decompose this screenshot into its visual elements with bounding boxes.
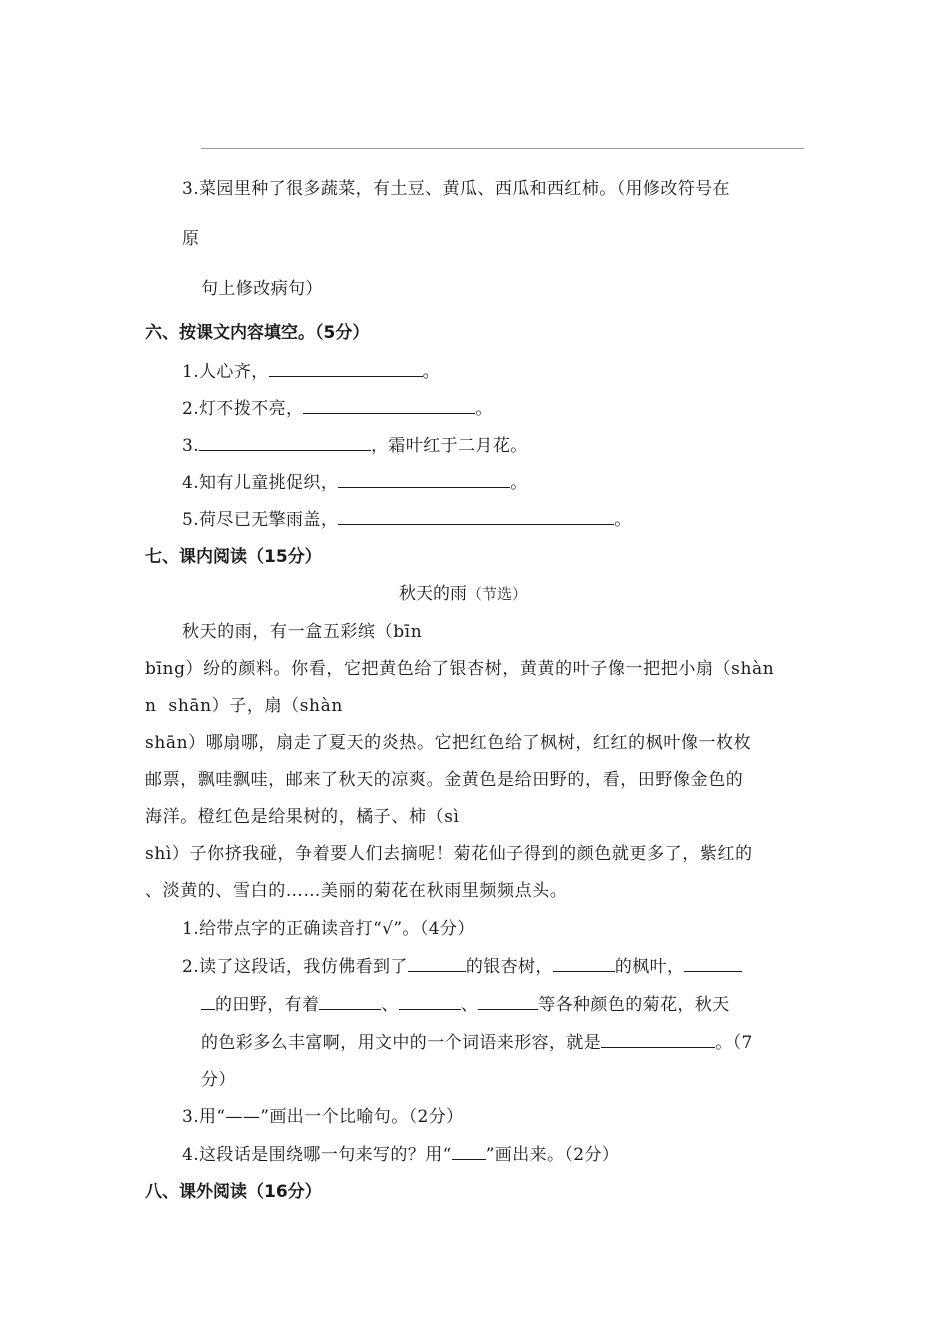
fill-item-2-post: 。	[475, 399, 493, 419]
fill-blank[interactable]	[601, 1031, 715, 1048]
q4-post: ”画出来。（2分）	[485, 1145, 620, 1165]
fill-blank[interactable]	[303, 397, 475, 414]
fill-blank[interactable]	[269, 360, 423, 377]
section-6-heading: 六、按课文内容填空。（5分）	[145, 323, 370, 343]
fill-item-3-pre: 3.	[182, 436, 200, 456]
fill-item-3-post: ，霜叶红于二月花。	[371, 436, 528, 456]
passage-line-2: bīng）纷的颜料。你看，它把黄色给了银杏树，黄黄的叶子像一把把小扇（shàn	[145, 659, 775, 679]
passage-line-6: 海洋。橙红色是给果树的，橘子、柿（sì	[145, 807, 460, 827]
fill-item-5-pre: 5.荷尽已无擎雨盖，	[182, 510, 339, 530]
fill-blank[interactable]	[399, 993, 461, 1010]
q2-part-i: 。（7	[715, 1033, 753, 1053]
fill-blank[interactable]	[319, 993, 381, 1010]
reading-question-2-line4: 分）	[201, 1070, 236, 1090]
fill-item-4-pre: 4.知有儿童挑促织，	[182, 473, 339, 493]
question-5-3-line2: 原	[182, 229, 200, 249]
passage-title	[399, 583, 527, 605]
reading-question-4	[182, 1143, 619, 1166]
fill-blank[interactable]	[338, 471, 510, 488]
fill-item-5	[182, 508, 632, 531]
fill-blank[interactable]	[684, 955, 742, 972]
passage-line-7: shì）子你挤我碰，争着要人们去摘呢！菊花仙子得到的颜色就更多了，紫红的	[145, 844, 753, 864]
question-5-3-line3: 句上修改病句）	[201, 279, 323, 299]
fill-item-2-pre: 2.灯不拨不亮，	[182, 399, 304, 419]
fill-item-4	[182, 471, 528, 494]
q2-part-g: 等各种颜色的菊花，秋天	[538, 995, 730, 1015]
wavy-line-symbol	[452, 1143, 486, 1160]
reading-question-2-line1	[182, 955, 742, 978]
fill-blank[interactable]	[199, 434, 371, 451]
fill-item-1-pre: 1.人心齐，	[182, 362, 269, 382]
passage-title-note: （节选）	[467, 585, 528, 603]
passage-line-4: shān）哪扇哪，扇走了夏天的炎热。它把红色给了枫树，红红的枫叶像一枚枚	[145, 733, 752, 753]
reading-question-2-line3	[201, 1031, 753, 1054]
fill-item-5-post: 。	[614, 510, 632, 530]
q2-part-e: 、	[381, 995, 399, 1015]
section-7-heading: 七、课内阅读（15分）	[145, 547, 322, 567]
q2-part-d: 的田野，有着	[215, 995, 320, 1015]
fill-blank[interactable]	[478, 993, 538, 1010]
fill-item-2	[182, 397, 493, 420]
fill-item-1-post: 。	[422, 362, 441, 382]
q4-pre: 4.这段话是围绕哪一句来写的？用“	[182, 1145, 452, 1165]
reading-question-3: 3.用“——”画出一个比喻句。（2分）	[182, 1107, 464, 1127]
reading-question-2-line2	[201, 993, 730, 1016]
passage-line-5: 邮票，飘哇飘哇，邮来了秋天的凉爽。金黄色是给田野的，看，田野像金色的	[145, 770, 744, 790]
answer-line	[201, 148, 804, 149]
fill-item-1	[182, 360, 440, 383]
fill-blank[interactable]	[553, 955, 615, 972]
passage-line-1: 秋天的雨，有一盒五彩缤（bīn	[182, 622, 423, 642]
q2-part-h: 的色彩多么丰富啊，用文中的一个词语来形容，就是	[201, 1033, 602, 1053]
q2-part-c: 的枫叶，	[614, 957, 685, 977]
passage-line-8: 、淡黄的、雪白的……美丽的菊花在秋雨里频频点头。	[145, 881, 568, 901]
section-8-heading: 八、课外阅读（16分）	[145, 1182, 322, 1202]
q2-part-f: 、	[460, 995, 479, 1015]
question-5-3-line1: 3.菜园里种了很多蔬菜，有土豆、黄瓜、西瓜和西红柿。（用修改符号在	[182, 179, 730, 199]
q2-part-b: 的银杏树，	[465, 957, 553, 977]
fill-blank[interactable]	[338, 508, 614, 525]
reading-question-1: 1.给带点字的正确读音打“√”。（4分）	[182, 919, 475, 939]
q2-part-a: 2.读了这段话，我仿佛看到了	[182, 957, 408, 977]
fill-blank[interactable]	[408, 955, 466, 972]
fill-blank[interactable]	[201, 993, 215, 1010]
fill-item-3	[182, 434, 528, 457]
fill-item-4-post: 。	[510, 473, 528, 493]
passage-title-text: 秋天的雨	[399, 584, 467, 604]
passage-line-3: n shān）子，扇（shàn	[145, 696, 343, 716]
